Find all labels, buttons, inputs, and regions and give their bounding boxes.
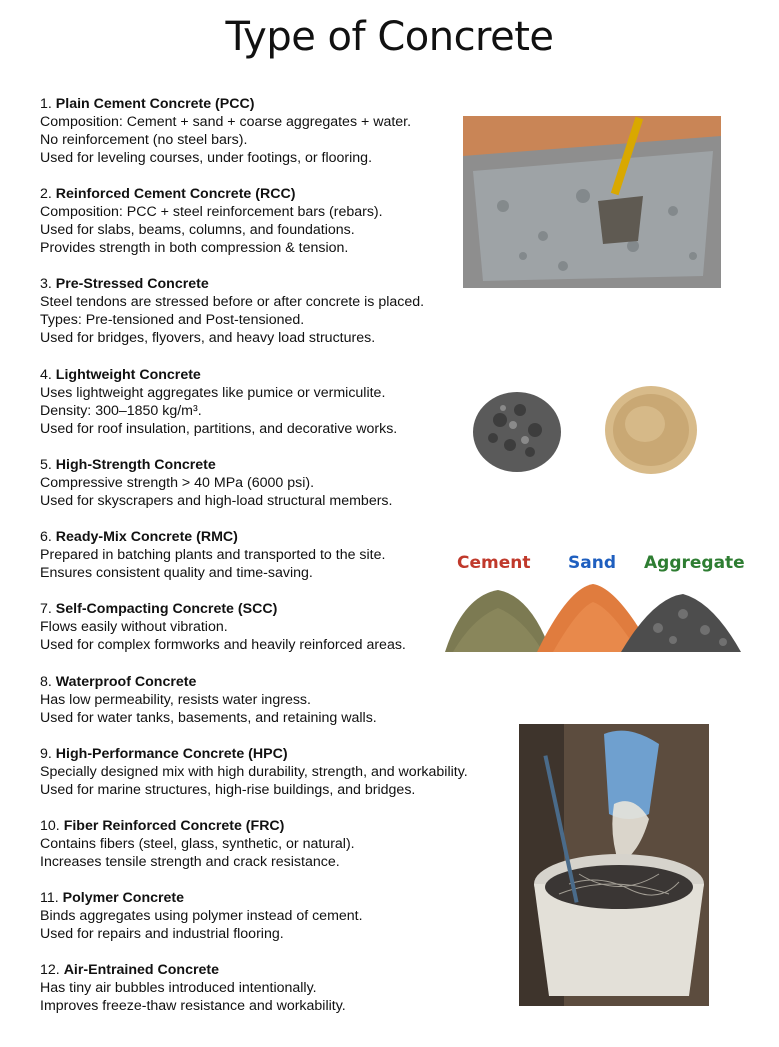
concrete-type-11 (40, 889, 510, 943)
aggregate-label (644, 553, 745, 573)
item-line: Used for marine structures, high-rise buildings, and bridges. (40, 782, 416, 798)
item-line: Improves freeze-thaw resistance and workability. (40, 998, 346, 1014)
item-line: Used for complex formworks and heavily reinforced areas. (40, 637, 406, 653)
item-number: 4. (40, 367, 52, 383)
item-number: 10. (40, 818, 60, 834)
item-line: Used for bridges, flyovers, and heavy load structures. (40, 330, 376, 346)
page-title: Type of Concrete (225, 14, 554, 60)
item-line: Ensures consistent quality and time-saving. (40, 565, 313, 581)
item-heading: Air-Entrained Concrete (63, 962, 219, 978)
item-line: Types: Pre-tensioned and Post-tensioned. (40, 312, 305, 328)
sand-pile (605, 386, 697, 474)
item-heading: Fiber Reinforced Concrete (FRC) (63, 818, 285, 834)
item-number: 12. (40, 962, 60, 978)
bucket-illustration (519, 724, 709, 1006)
item-line: Used for skyscrapers and high-load structural members. (40, 493, 393, 509)
aggregate-pile (473, 392, 561, 472)
sand-label-text: Sand (568, 553, 616, 573)
item-number: 6. (40, 529, 52, 545)
item-line: No reinforcement (no steel bars). (40, 132, 248, 148)
item-number: 11. (40, 890, 59, 906)
item-number: 2. (40, 186, 52, 202)
concrete-type-1 (40, 95, 510, 167)
item-line: Increases tensile strength and crack resistance. (40, 854, 340, 870)
wheelbarrow-concrete-photo (463, 116, 721, 288)
item-number: 1. (40, 96, 52, 112)
fiber-bucket-photo (519, 724, 709, 1006)
item-line: Used for repairs and industrial flooring. (40, 926, 284, 942)
item-line: Binds aggregates using polymer instead of cement. (40, 908, 363, 924)
concrete-type-2 (40, 185, 510, 257)
item-heading: Polymer Concrete (62, 890, 185, 906)
item-line: Used for water tanks, basements, and retaining walls. (40, 710, 377, 726)
item-line: Used for leveling courses, under footings, or flooring. (40, 150, 373, 166)
concrete-type-5 (40, 456, 510, 510)
item-number: 9. (40, 746, 52, 762)
item-line: Composition: Cement + sand + coarse aggregates + water. (40, 114, 412, 130)
item-line: Contains fibers (steel, glass, synthetic, or natural). (40, 836, 355, 852)
concrete-type-10 (40, 817, 510, 871)
item-heading: High-Strength Concrete (55, 457, 216, 473)
concrete-type-4 (40, 366, 510, 438)
item-line: Specially designed mix with high durability, strength, and workability. (40, 764, 468, 780)
item-heading: Self-Compacting Concrete (SCC) (55, 601, 278, 617)
item-heading: Reinforced Cement Concrete (RCC) (55, 186, 296, 202)
concrete-type-8 (40, 673, 510, 727)
item-line: Used for slabs, beams, columns, and foundations. (40, 222, 355, 238)
item-heading: High-Performance Concrete (HPC) (55, 746, 288, 762)
item-number: 7. (40, 601, 52, 617)
cement-label-text: Cement (457, 553, 531, 573)
cement-label (457, 553, 530, 573)
item-heading: Waterproof Concrete (55, 674, 197, 690)
item-line: Used for roof insulation, partitions, and decorative works. (40, 421, 398, 437)
item-line: Provides strength in both compression & tension. (40, 240, 349, 256)
item-number: 8. (40, 674, 52, 690)
item-heading: Lightweight Concrete (55, 367, 201, 383)
item-heading: Plain Cement Concrete (PCC) (55, 96, 255, 112)
wheelbarrow-illustration (463, 116, 721, 288)
concrete-type-7 (40, 600, 510, 654)
item-line: Has tiny air bubbles introduced intentionally. (40, 980, 317, 996)
item-number: 3. (40, 276, 52, 292)
concrete-type-9 (40, 745, 510, 799)
item-line: Flows easily without vibration. (40, 619, 228, 635)
item-number: 5. (40, 457, 52, 473)
item-line: Steel tendons are stressed before or after concrete is placed. (40, 294, 425, 310)
item-line: Density: 300–1850 kg/m³. (40, 403, 202, 419)
item-line: Prepared in batching plants and transported to the site. (40, 547, 386, 563)
cement-sand-aggregate-photo (443, 578, 743, 658)
item-heading: Pre-Stressed Concrete (55, 276, 209, 292)
item-line: Uses lightweight aggregates like pumice or vermiculite. (40, 385, 386, 401)
concrete-type-12 (40, 961, 510, 1015)
concrete-type-6 (40, 528, 510, 582)
item-line: Has low permeability, resists water ingress. (40, 692, 311, 708)
item-line: Composition: PCC + steel reinforcement bars (rebars). (40, 204, 383, 220)
aggregate-sand-photo (465, 380, 705, 480)
item-line: Compressive strength > 40 MPa (6000 psi). (40, 475, 315, 491)
concrete-type-3 (40, 275, 510, 347)
sand-label (568, 553, 616, 573)
aggregate-label-text: Aggregate (644, 553, 745, 573)
item-heading: Ready-Mix Concrete (RMC) (55, 529, 238, 545)
